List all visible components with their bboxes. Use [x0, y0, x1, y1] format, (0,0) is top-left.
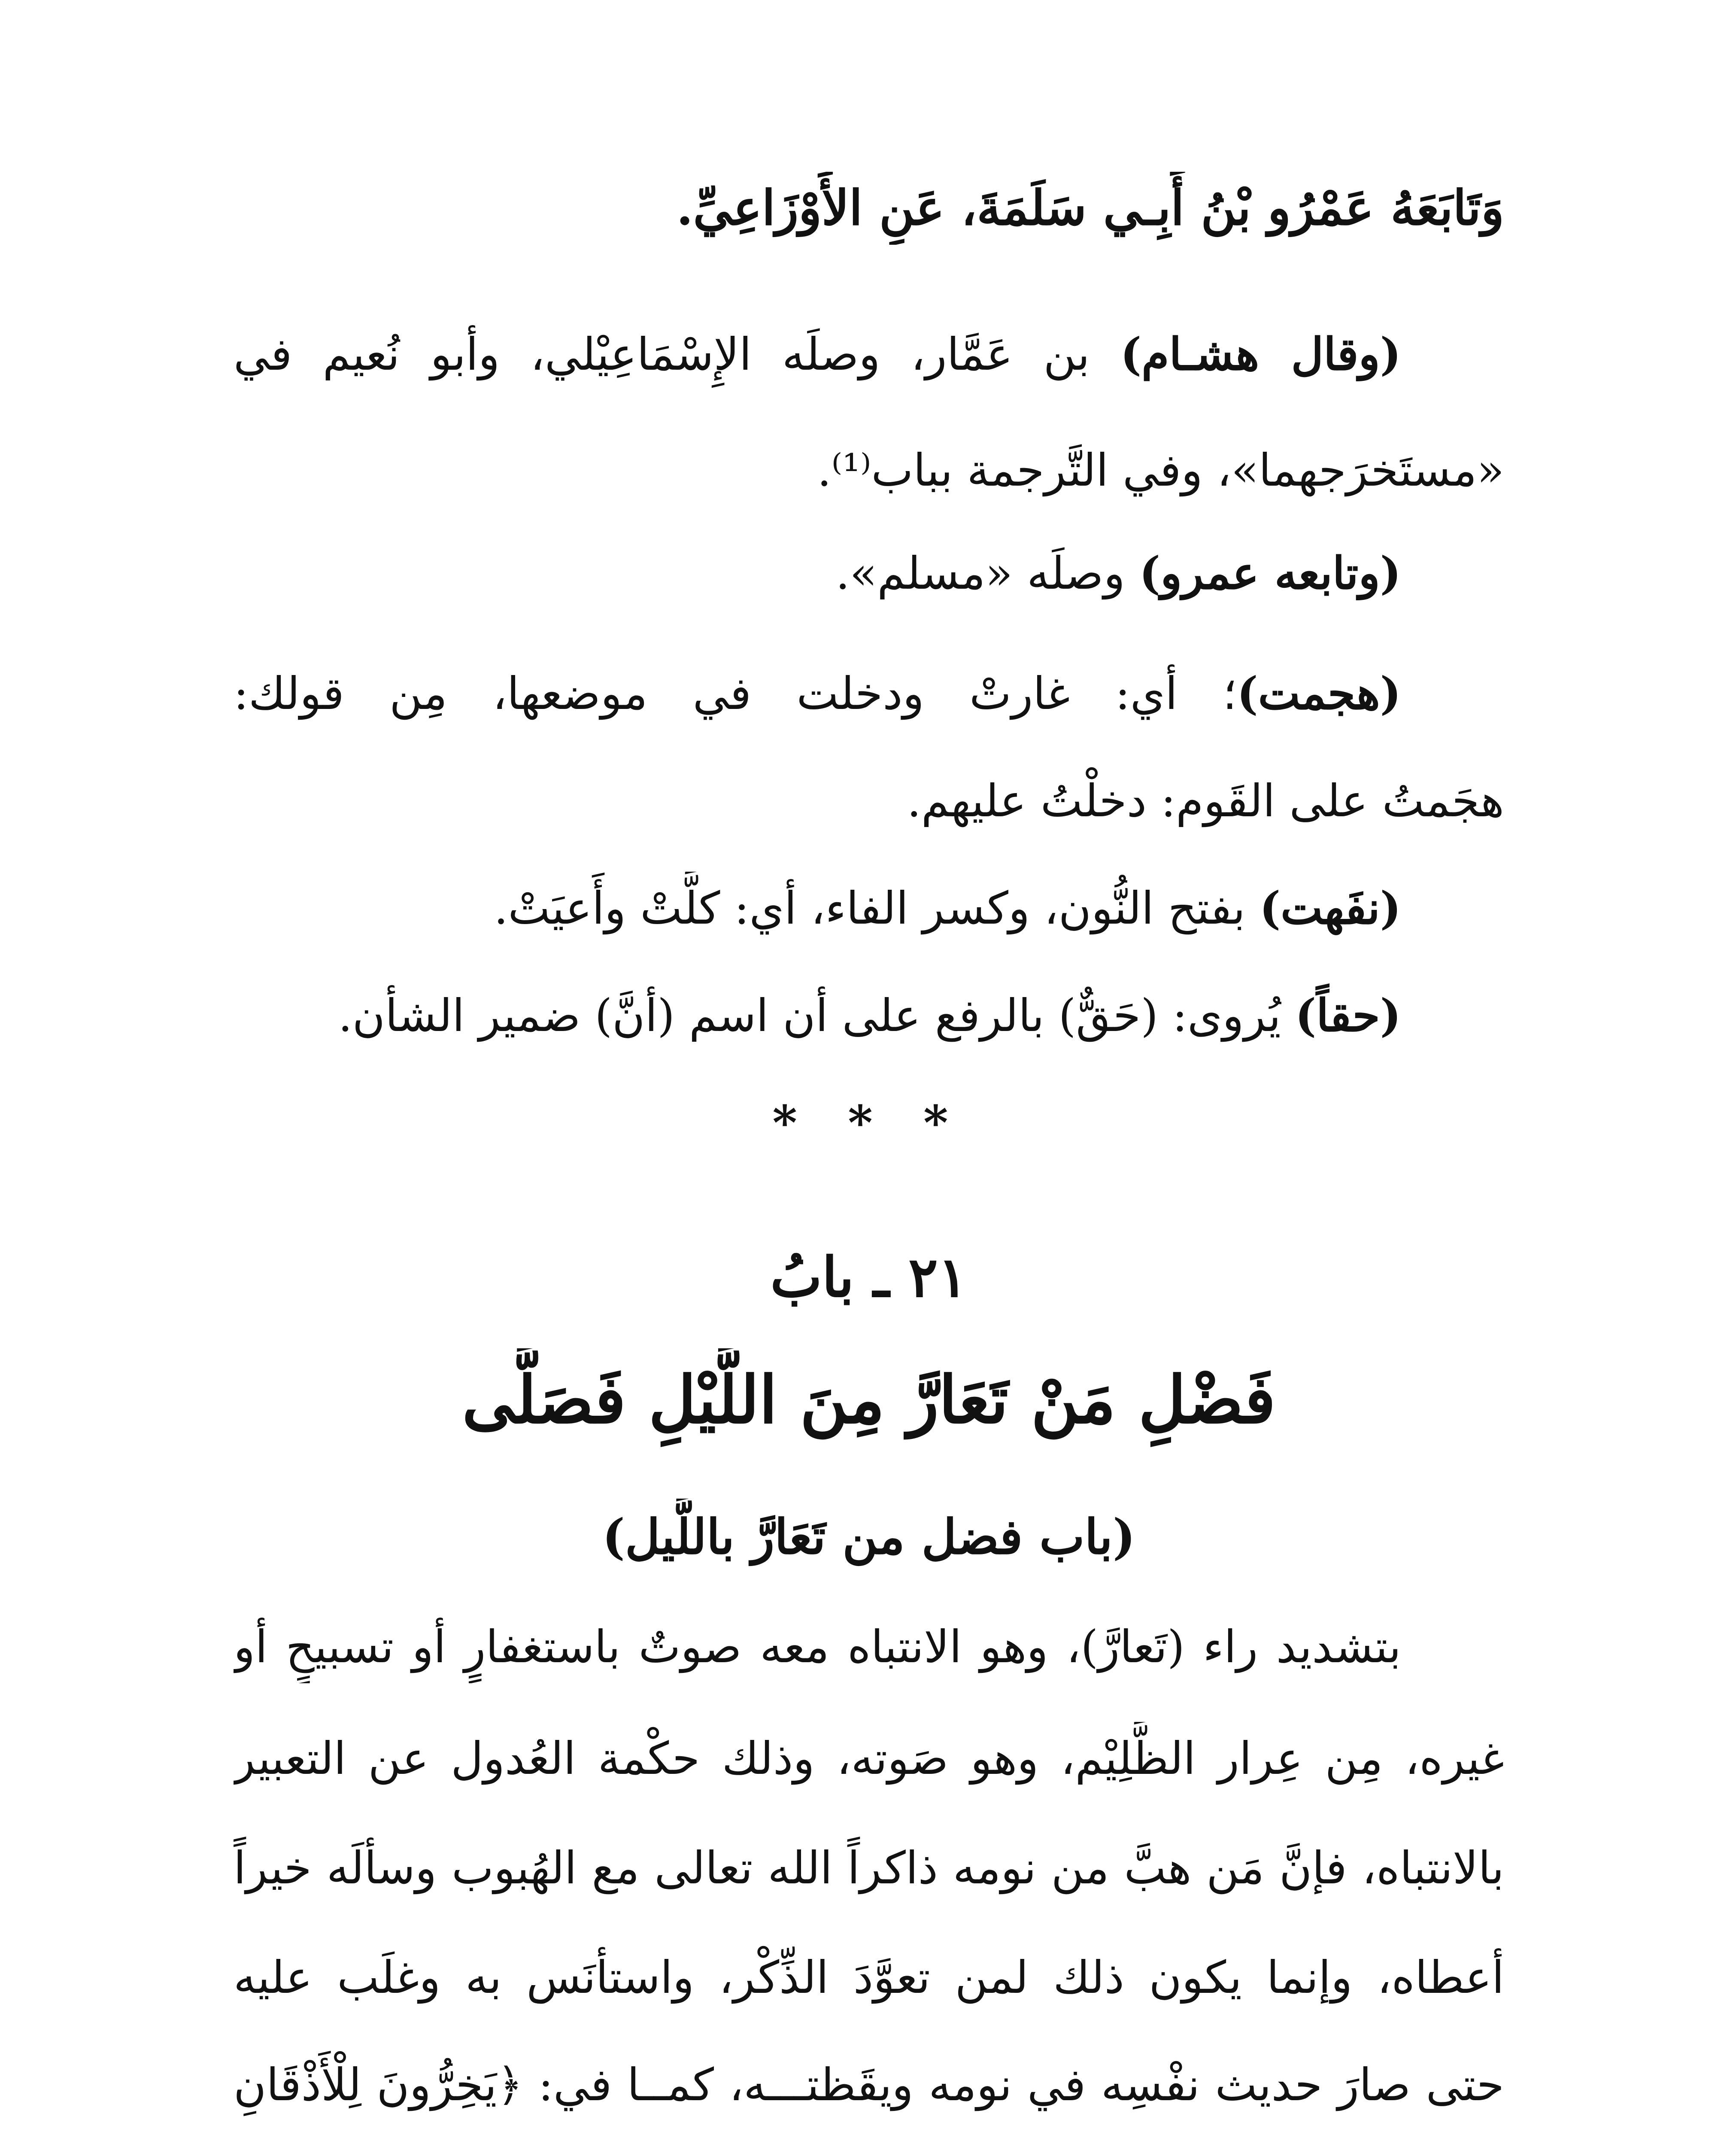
- chapter-title: فَضْلِ مَنْ تَعَارَّ مِنَ اللَّيْلِ فَصَلَّى: [462, 1361, 1276, 1438]
- commentary-text: وصلَه «مسلم».: [835, 547, 1139, 599]
- commentary-term: (نفَهت): [1259, 882, 1401, 934]
- commentary-line-haqqan: [234, 979, 1401, 1052]
- chapter-number: ٢١ ـ بابُ: [770, 1245, 968, 1310]
- commentary-line-hajamat: [234, 657, 1401, 730]
- paragraph-line: بالانتباه، فإنَّ مَن هبَّ من نومه ذاكراً الله تعالى مع الهُبوب وسألَه خيراً: [234, 1842, 1504, 1894]
- hadith-line: وَتَابَعَهُ عَمْرُو بْنُ أَبِـي سَلَمَةَ، عَنِ الأَوْزَاعِيِّ.: [676, 180, 1504, 236]
- commentary-term: (حقاً): [1295, 989, 1401, 1042]
- commentary-line-hisham: [234, 318, 1401, 391]
- commentary-text: بن عَمَّار، وصلَه الإِسْمَاعِيْلي، وأبو نُعيم في: [234, 328, 1120, 380]
- paragraph-line: حتى صارَ حديث نفْسِه في نومه ويقَظتـــه، كمــا في: ﴿يَخِرُّونَ لِلْأَذْقَانِ: [234, 2059, 1504, 2111]
- commentary-line: «مستَخرَجهما»، وفي التَّرجمة بباب⁽¹⁾.: [817, 444, 1504, 496]
- commentary-term: (وقال هشـام): [1120, 328, 1401, 380]
- commentary-text: بفتح النُّون، وكسر الفاء، أي: كلَّتْ وأَعيَتْ.: [494, 882, 1260, 934]
- commentary-line-nafahat: [234, 872, 1401, 945]
- commentary-text: يُروى: (حَقٌّ) بالرفع على أن اسم (أنَّ) ضمير الشأن.: [338, 989, 1295, 1042]
- paragraph-line: أعطاه، وإنما يكون ذلك لمن تعوَّدَ الذِّكْر، واستأنَس به وغلَب عليه: [234, 1951, 1504, 2004]
- section-separator: * * *: [772, 1095, 965, 1150]
- chapter-subtitle: (باب فضل من تَعَارَّ باللَّيل): [602, 1509, 1135, 1565]
- commentary-line: هجَمتُ على القَوم: دخلْتُ عليهم.: [907, 775, 1504, 827]
- commentary-term: (هجمت): [1237, 667, 1401, 720]
- paragraph-line: بتشديد راء (تَعارَّ)، وهو الانتباه معه صوتٌ باستغفارٍ أو تسبيحٍ أو: [234, 1621, 1401, 1673]
- commentary-text: ؛ أي: غارتْ ودخلت في موضعها، مِن قولك:: [234, 667, 1237, 720]
- paragraph-line: غيره، مِن عِرار الظَّلِيْم، وهو صَوته، وذلك حكْمة العُدول عن التعبير: [234, 1732, 1504, 1785]
- commentary-line-amr: [234, 537, 1401, 610]
- commentary-term: (وتابعه عمرو): [1139, 547, 1401, 599]
